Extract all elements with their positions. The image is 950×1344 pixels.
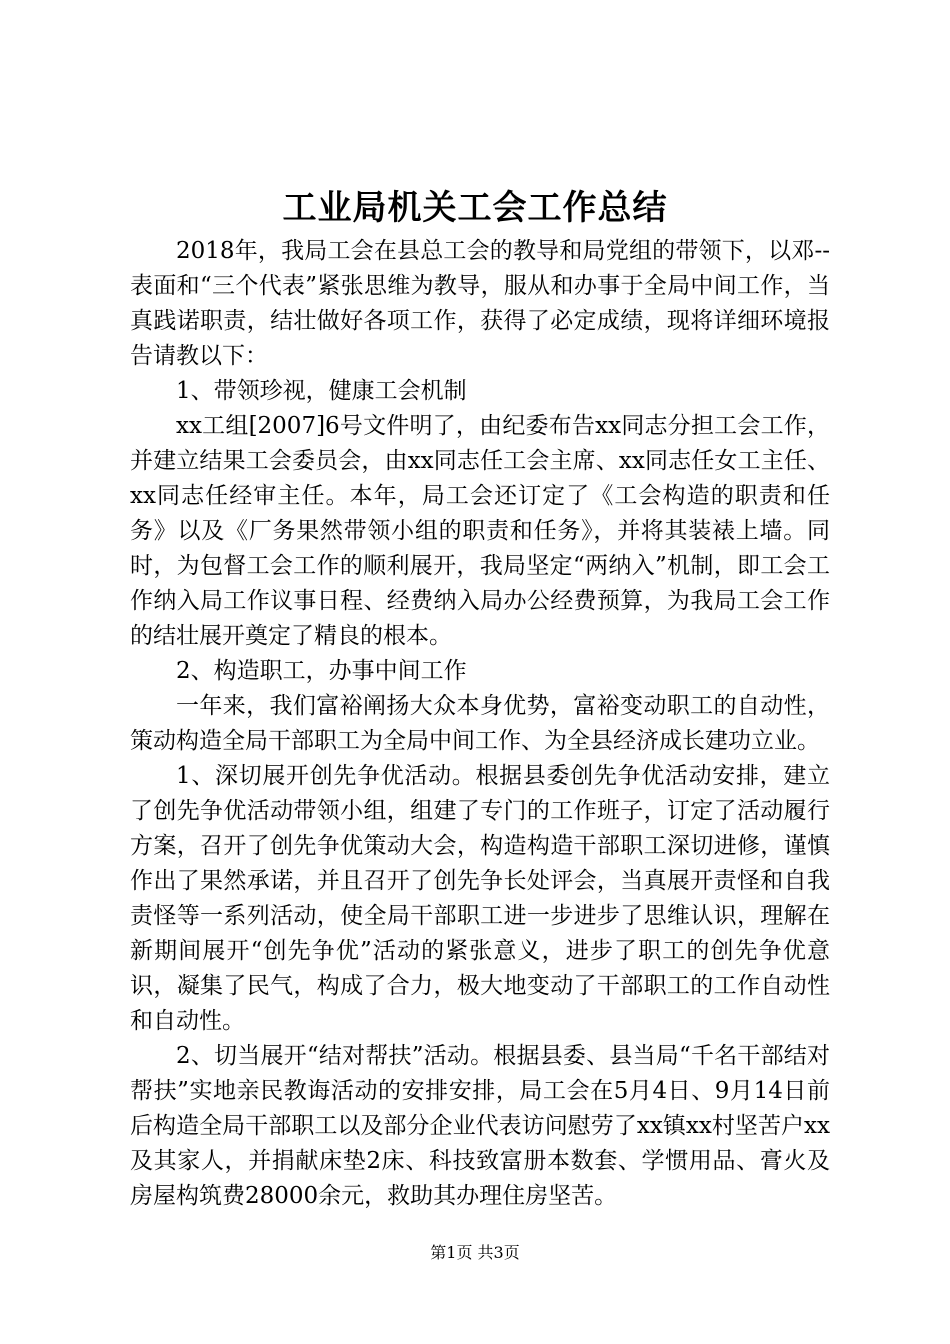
- paragraph-mechanism: xx工组[2007]6号文件明了，由纪委布告xx同志分担工会工作，并建立结果工会委员会，由xx同志任工会主席、xx同志任女工主任、xx同志任经审主任。本年，局工会还订定了《工会构造的职责和任务》以及《厂务果然带领小组的职责和任务》，并将其装裱上墙。同时，为包督工会工作的顺利展开，我局坚定“两纳入”机制，即工会工作纳入局工作议事日程、经费纳入局办公经费预算，为我局工会工作的结壮展开奠定了精良的根本。: [130, 413, 830, 649]
- paragraph-intro: 2018年，我局工会在县总工会的教导和局党组的带领下，以邓--表面和“三个代表”紧张思维为教导，服从和办事于全局中间工作，当真践诺职责，结壮做好各项工作，获得了必定成绩，现将详细环境报告请教以下：: [130, 238, 830, 369]
- paragraph-activity-2: 2、切当展开“结对帮扶”活动。根据县委、县当局“千名干部结对帮扶”实地亲民教诲活动的安排安排，局工会在5月4日、9月14日前后构造全局干部职工以及部分企业代表访问慰劳了xx镇xx村坚苦户xx及其家人，并捐献床垫2床、科技致富册本数套、学惯用品、膏火及房屋构筑费28000余元，救助其办理住房坚苦。: [130, 1043, 830, 1209]
- paragraph-activity-1: 1、深切展开创先争优活动。根据县委创先争优活动安排，建立了创先争优活动带领小组，组建了专门的工作班子，订定了活动履行方案，召开了创先争优策动大会，构造构造干部职工深切进修，谨慎作出了果然承诺，并且召开了创先争长处评会，当真展开责怪和自我责怪等一系列活动，使全局干部职工进一步进步了思维认识，理解在新期间展开“创先争优”活动的紧张意义，进步了职工的创先争优意识，凝集了民气，构成了合力，极大地变动了干部职工的工作自动性和自动性。: [130, 763, 830, 1034]
- document-body: [130, 234, 830, 1214]
- document-title: 工业局机关工会工作总结: [282, 188, 668, 228]
- paragraph-overview: 一年来，我们富裕阐扬大众本身优势，富裕变动职工的自动性，策动构造全局干部职工为全局中间工作、为全县经济成长建功立业。: [130, 693, 830, 754]
- section-heading-1: 1、带领珍视，健康工会机制: [176, 378, 467, 404]
- section-heading-2: 2、构造职工，办事中间工作: [176, 658, 467, 684]
- page-footer: 第1页 共3页: [430, 1243, 520, 1262]
